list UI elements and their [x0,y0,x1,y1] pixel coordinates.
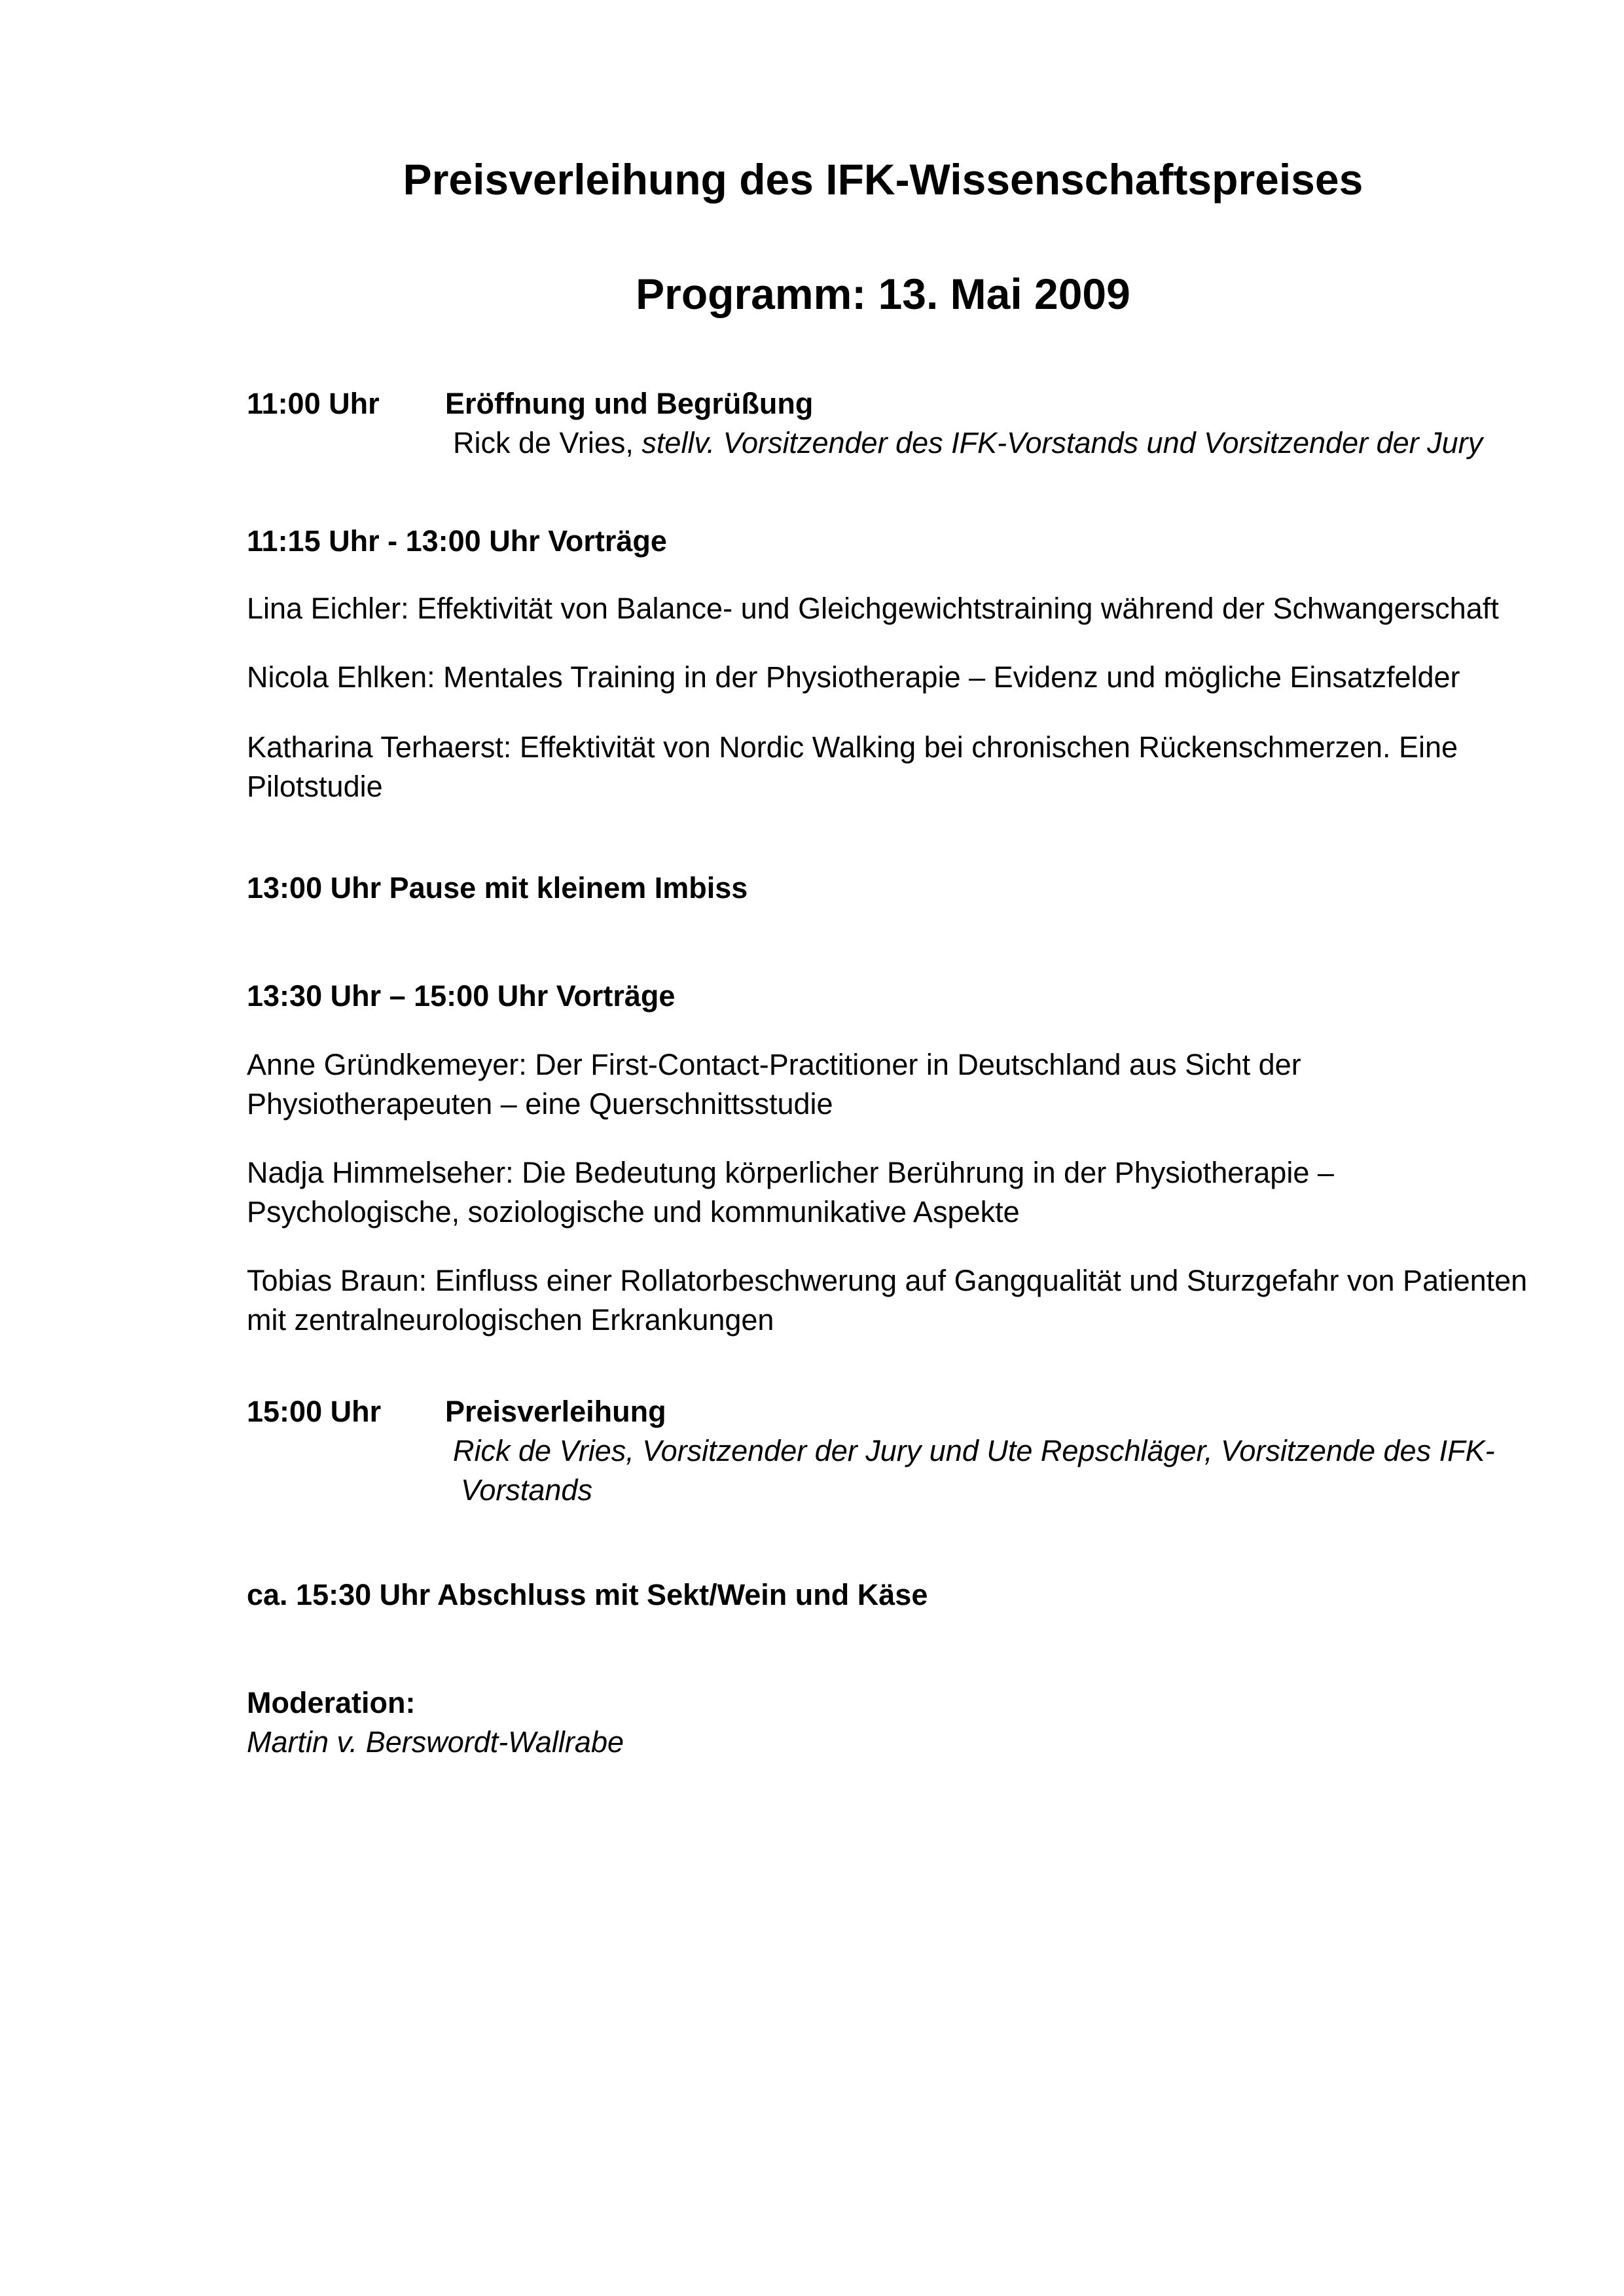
talk-lina-eichler [247,589,1519,628]
talk-line: Pilotstudie [247,770,383,803]
talk-line: Lina Eichler: Effektivität von Balance- und Gleichgewichtstraining während der Schwangerschaft [247,592,1499,625]
talk-tobias-braun [247,1261,1528,1340]
award-speaker-line: Rick de Vries, Vorsitzender der Jury und Ute Repschläger, Vorsitzende des IFK- [453,1434,1495,1467]
award-block [247,1392,1519,1510]
break-header: 13:00 Uhr Pause mit kleinem Imbiss [247,871,748,905]
closing-header: ca. 15:30 Uhr Abschluss mit Sekt/Wein und Käse [247,1578,928,1611]
afternoon-session-header: 13:30 Uhr – 15:00 Uhr Vorträge [247,979,676,1013]
award-title: Preisverleihung [445,1395,666,1428]
talk-line: Tobias Braun: Einfluss einer Rollatorbeschwerung auf Gangqualität und Sturzgefahr von Patienten [247,1264,1528,1297]
talk-line: Physiotherapeuten – eine Querschnittsstudie [247,1087,833,1121]
opening-block [247,384,1519,463]
talk-line: Psychologische, soziologische und kommunikative Aspekte [247,1195,1020,1229]
opening-speaker-line [247,423,1519,463]
award-speaker-line: Vorstands [461,1473,592,1507]
document-content [0,154,1624,1762]
talk-katharina-terhaerst [247,728,1519,806]
talk-line: mit zentralneurologischen Erkrankungen [247,1303,774,1336]
opening-title: Eröffnung und Begrüßung [445,387,814,420]
talk-line: Nadja Himmelseher: Die Bedeutung körperlicher Berührung in der Physiotherapie – [247,1156,1334,1189]
talk-line: Anne Gründkemeyer: Der First-Contact-Practitioner in Deutschland aus Sicht der [247,1048,1301,1081]
opening-speaker-role: stellv. Vorsitzender des IFK-Vorstands und Vorsitzender der Jury [641,426,1483,459]
talk-nicola-ehlken [247,658,1519,697]
talk-anne-gruendkemeyer [247,1045,1519,1124]
moderation-name: Martin v. Berswordt-Wallrabe [247,1725,624,1759]
talk-nadja-himmelseher [247,1153,1519,1232]
talk-line: Katharina Terhaerst: Effektivität von Nordic Walking bei chronischen Rückenschmerzen. Eine [247,730,1458,764]
award-time: 15:00 Uhr [247,1395,382,1428]
morning-session-header: 11:15 Uhr - 13:00 Uhr Vorträge [247,524,667,558]
talk-line: Nicola Ehlken: Mentales Training in der Physiotherapie – Evidenz und mögliche Einsatzfelder [247,660,1460,694]
moderation-block [247,1683,1519,1762]
document-title: Preisverleihung des IFK-Wissenschaftspreises [403,155,1363,204]
opening-speaker-name: Rick de Vries, [453,426,642,459]
opening-time: 11:00 Uhr [247,387,380,420]
document-subtitle: Programm: 13. Mai 2009 [636,270,1130,318]
opening-row [247,384,1519,423]
moderation-label: Moderation: [247,1686,416,1719]
award-row [247,1392,1519,1431]
